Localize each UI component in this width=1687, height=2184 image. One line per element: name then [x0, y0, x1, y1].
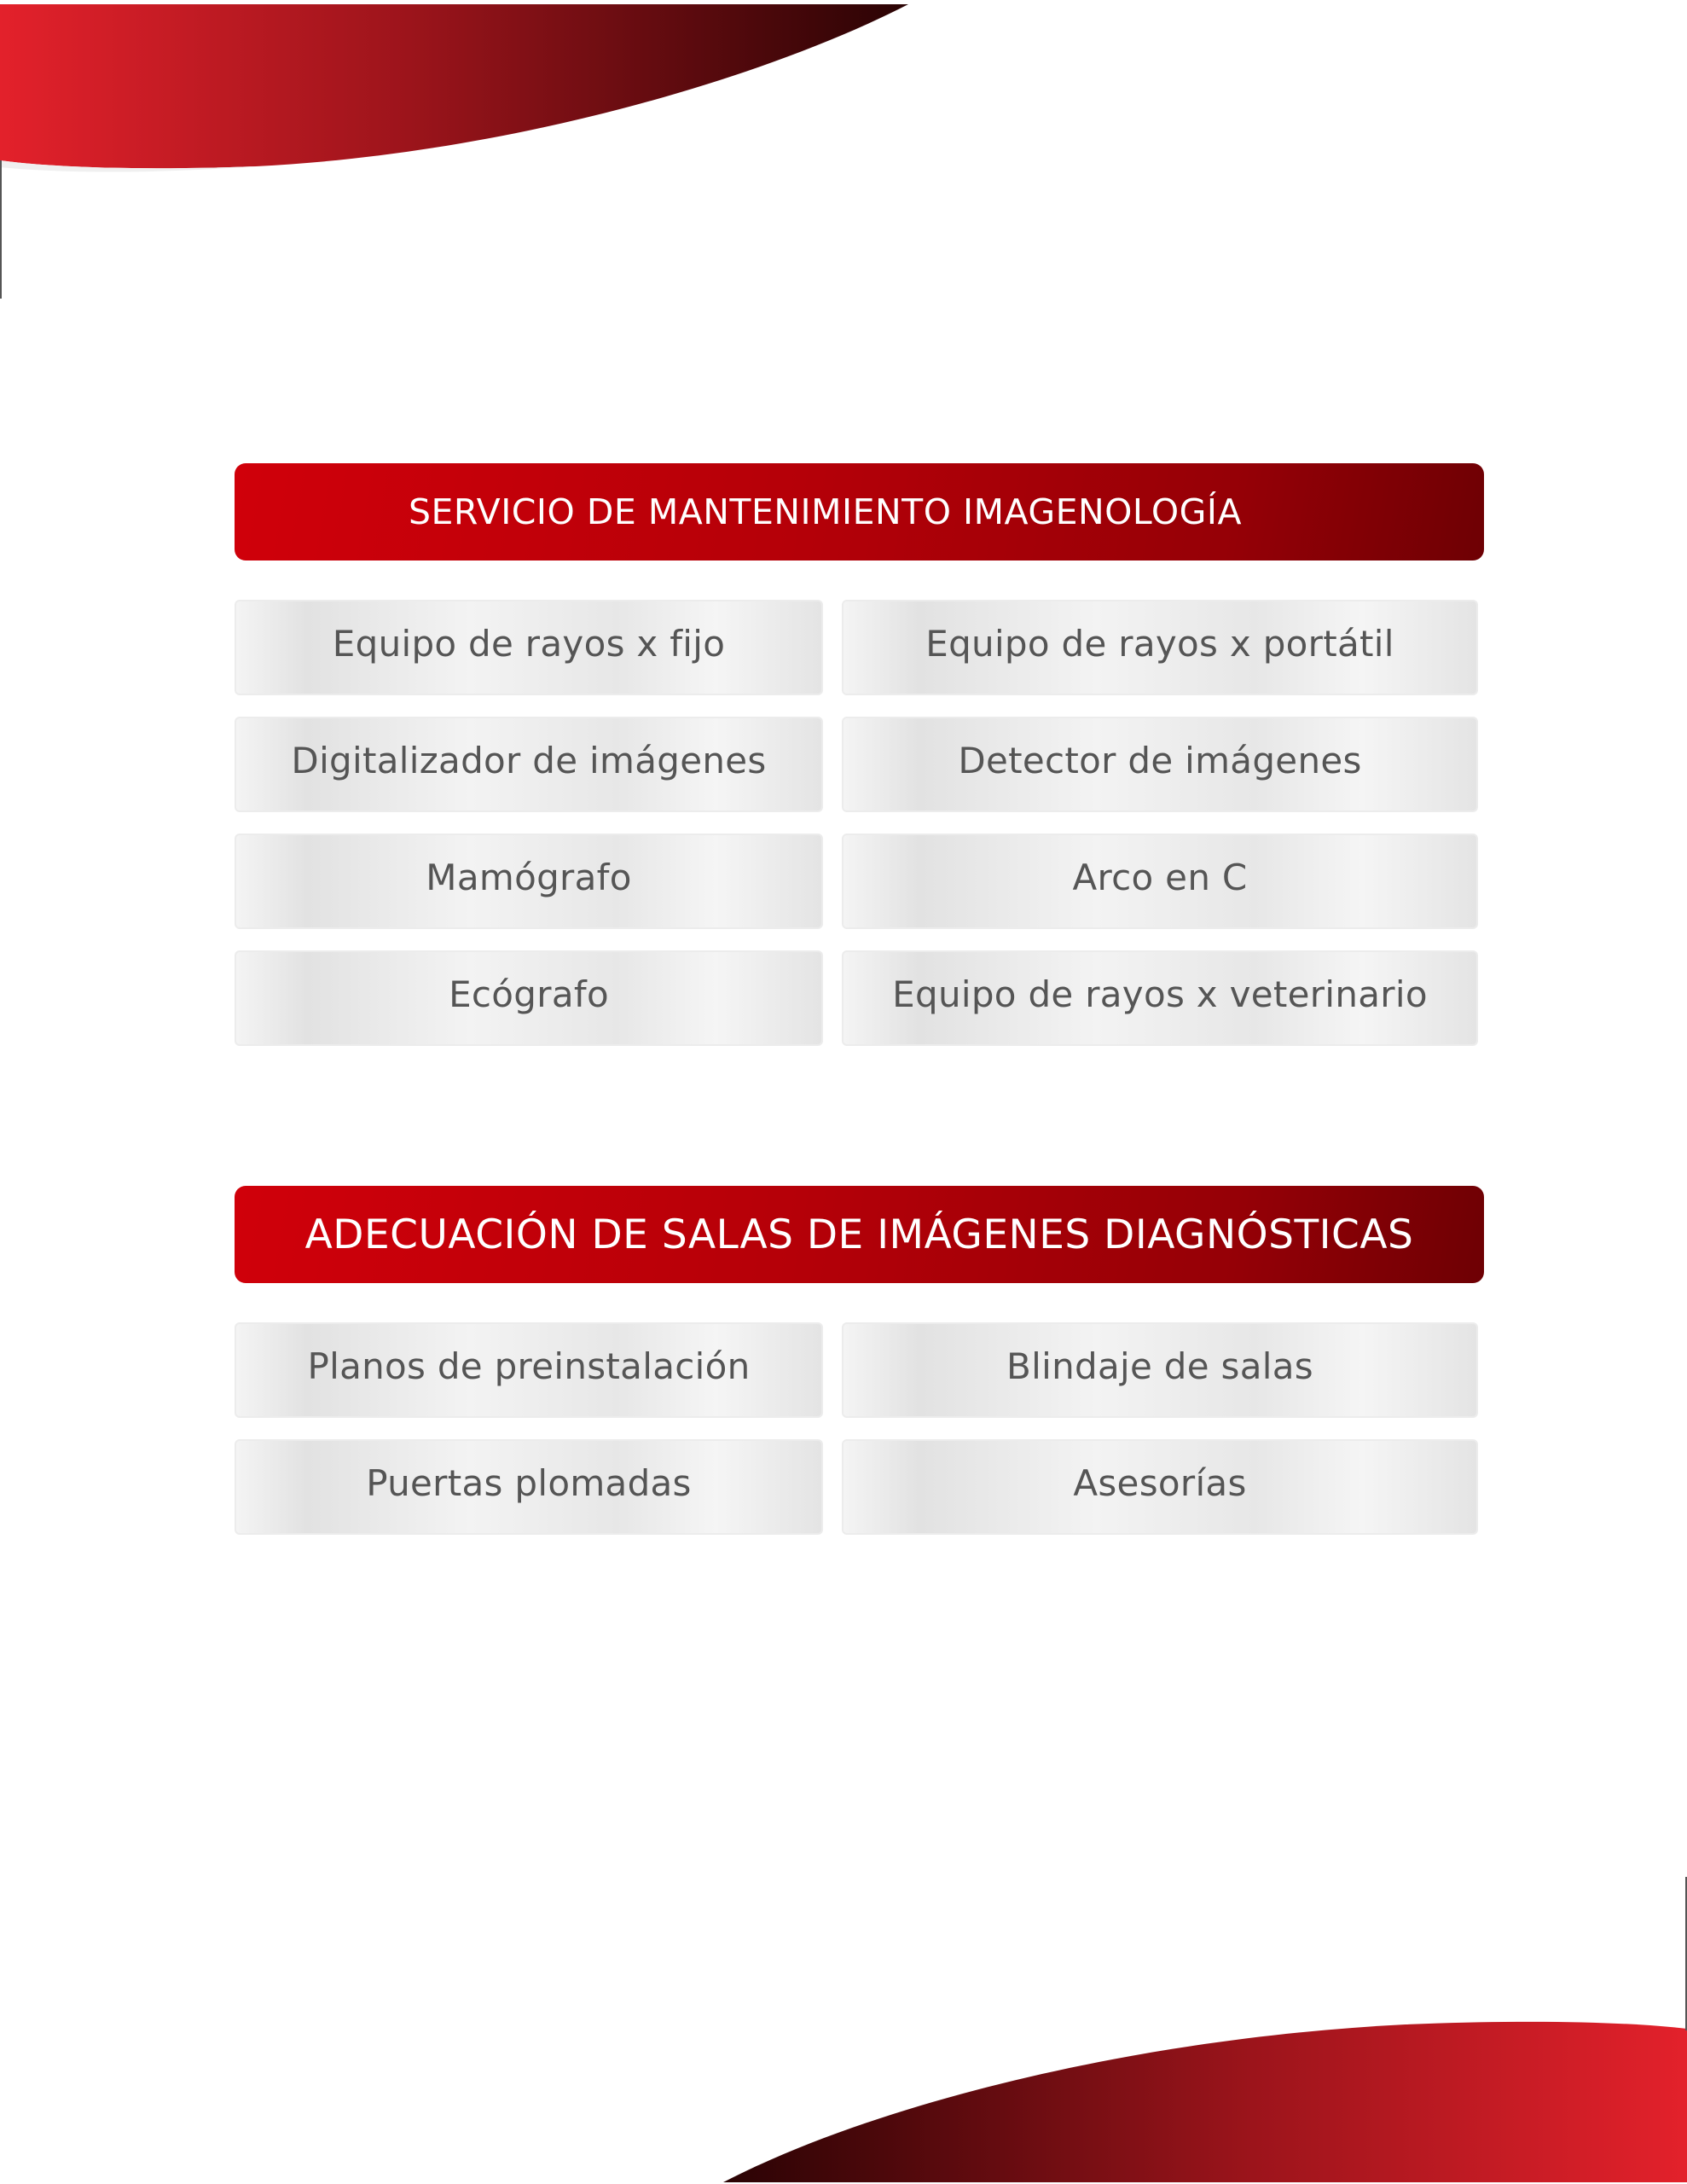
service-item: Equipo de rayos x portátil [842, 600, 1478, 695]
bottom-decorative-swoosh [723, 1868, 1687, 2184]
service-item: Asesorías [842, 1439, 1478, 1535]
service-item: Ecógrafo [235, 950, 823, 1046]
service-item: Blindaje de salas [842, 1322, 1478, 1418]
service-items-grid [235, 1322, 1484, 1535]
top-decorative-swoosh [0, 0, 921, 307]
service-item: Mamógrafo [235, 834, 823, 929]
section-room-adaptation [235, 1186, 1484, 1535]
section-title-banner: ADECUACIÓN DE SALAS DE IMÁGENES DIAGNÓSTICAS [235, 1186, 1484, 1283]
service-item: Digitalizador de imágenes [235, 717, 823, 812]
service-item: Equipo de rayos x fijo [235, 600, 823, 695]
service-item: Puertas plomadas [235, 1439, 823, 1535]
section-maintenance [235, 463, 1484, 1046]
service-items-grid [235, 600, 1484, 1046]
section-title-banner: SERVICIO DE MANTENIMIENTO IMAGENOLOGÍA [235, 463, 1484, 561]
service-item: Arco en C [842, 834, 1478, 929]
service-item: Detector de imágenes [842, 717, 1478, 812]
service-item: Equipo de rayos x veterinario [842, 950, 1478, 1046]
service-item: Planos de preinstalación [235, 1322, 823, 1418]
